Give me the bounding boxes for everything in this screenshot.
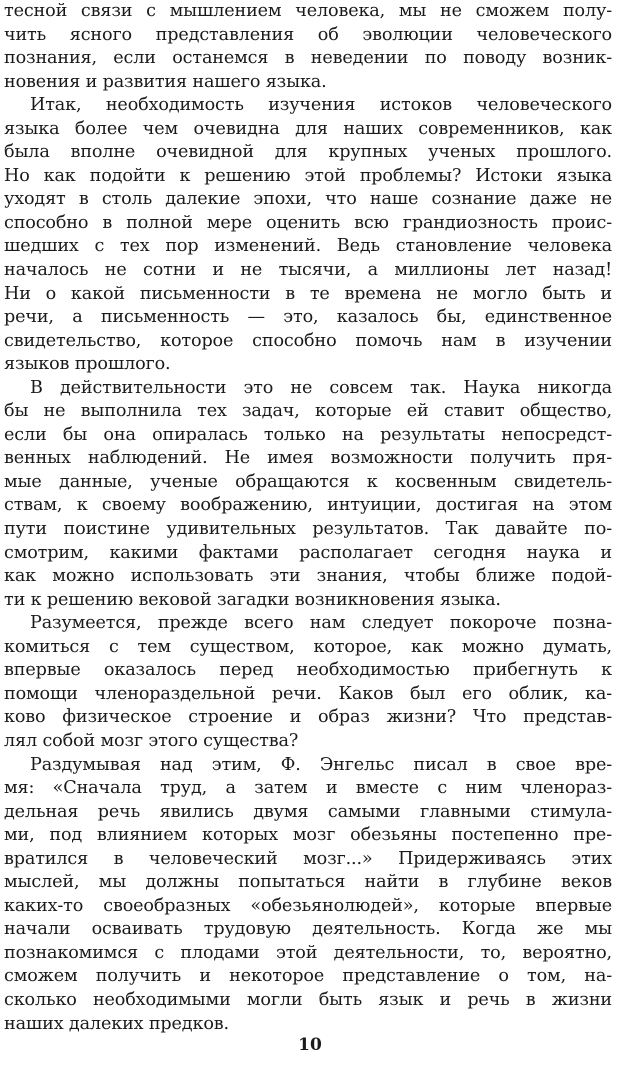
text-line: пути поистине удивительных результатов. Так давайте по- xyxy=(4,519,612,540)
page-number: 10 xyxy=(298,1035,322,1055)
text-line: уходят в столь далекие эпохи, что наше сознание даже не xyxy=(4,189,612,210)
text-line: Ни о какой письменности в те времена не могло быть и xyxy=(4,283,612,304)
text-line: мые данные, ученые обращаются к косвенным свидетель- xyxy=(4,471,612,492)
text-line: началось не сотни и не тысячи, а миллионы лет назад! xyxy=(4,260,612,281)
text-line: бы не выполнила тех задач, которые ей ставит общество, xyxy=(4,401,612,422)
text-line: если бы она опиралась только на результаты непосредст- xyxy=(4,424,612,445)
text-line: смотрим, какими фактами располагает сегодня наука и xyxy=(4,542,612,563)
text-line: сколько необходимыми могли быть язык и речь в жизни xyxy=(4,989,612,1010)
text-line: речи, а письменность — это, казалось бы, единственное xyxy=(4,307,612,328)
text-line: новения и развития нашего языка. xyxy=(4,71,327,92)
text-line: наших далеких предков. xyxy=(4,1013,229,1034)
text-line: языка более чем очевидна для наших современников, как xyxy=(4,118,612,139)
text-line: начали осваивать трудовую деятельность. Когда же мы xyxy=(4,919,612,940)
text-line: сможем получить и некоторое представление о том, на- xyxy=(4,966,612,987)
paragraph xyxy=(4,612,612,753)
text-line: познания, если останемся в неведении по поводу возник- xyxy=(4,48,612,69)
text-line: Раздумывая над этим, Ф. Энгельс писал в свое вре- xyxy=(30,754,612,775)
text-line: Разумеется, прежде всего нам следует покороче позна- xyxy=(30,613,612,634)
paragraph xyxy=(4,0,612,94)
text-line: дельная речь явились двумя самыми главными стимула- xyxy=(4,801,612,822)
text-line: венных наблюдений. Не имея возможности получить пря- xyxy=(4,448,612,469)
text-line: Итак, необходимость изучения истоков человеческого xyxy=(30,95,612,116)
paragraph xyxy=(4,377,612,612)
text-line: была вполне очевидной для крупных ученых прошлого. xyxy=(4,142,612,163)
text-line: В действительности это не совсем так. Наука никогда xyxy=(30,377,612,398)
paragraph xyxy=(4,754,612,1037)
text-line: ствам, к своему воображению, интуиции, достигая на этом xyxy=(4,495,612,516)
text-line: Но как подойти к решению этой проблемы? Истоки языка xyxy=(4,165,612,186)
text-line: комиться с тем существом, которое, как можно думать, xyxy=(4,636,612,657)
text-line: мя: «Сначала труд, а затем и вместе с ним членораз- xyxy=(4,778,612,799)
text-line: свидетельство, которое способно помочь нам в изучении xyxy=(4,330,612,351)
text-line: шедших с тех пор изменений. Ведь становление человека xyxy=(4,236,612,257)
paragraph xyxy=(4,94,612,377)
text-line: тесной связи с мышлением человека, мы не сможем полу- xyxy=(4,1,612,21)
text-line: языков прошлого. xyxy=(4,354,171,375)
text-line: чить ясного представления об эволюции человеческого xyxy=(4,24,612,45)
text-line: как можно использовать эти знания, чтобы ближе подой- xyxy=(4,566,612,587)
text-line: способно в полной мере оценить всю грандиозность проис- xyxy=(4,212,612,233)
text-line: познакомимся с плодами этой деятельности, то, вероятно, xyxy=(4,942,612,963)
text-line: вратился в человеческий мозг...» Придерживаясь этих xyxy=(4,848,612,869)
body-text xyxy=(4,0,612,1036)
text-line: ми, под влиянием которых мозг обезьяны постепенно пре- xyxy=(4,825,612,846)
text-line: ково физическое строение и образ жизни? Что представ- xyxy=(4,707,612,728)
text-line: лял собой мозг этого существа? xyxy=(4,730,299,751)
text-line: ти к решению вековой загадки возникновения языка. xyxy=(4,589,501,610)
text-line: мыслей, мы должны попытаться найти в глубине веков xyxy=(4,872,612,893)
text-line: помощи членораздельной речи. Каков был его облик, ка- xyxy=(4,683,612,704)
text-line: каких-то своеобразных «обезьянолюдей», которые впервые xyxy=(4,895,612,916)
text-line: впервые оказалось перед необходимостью прибегнуть к xyxy=(4,660,612,681)
